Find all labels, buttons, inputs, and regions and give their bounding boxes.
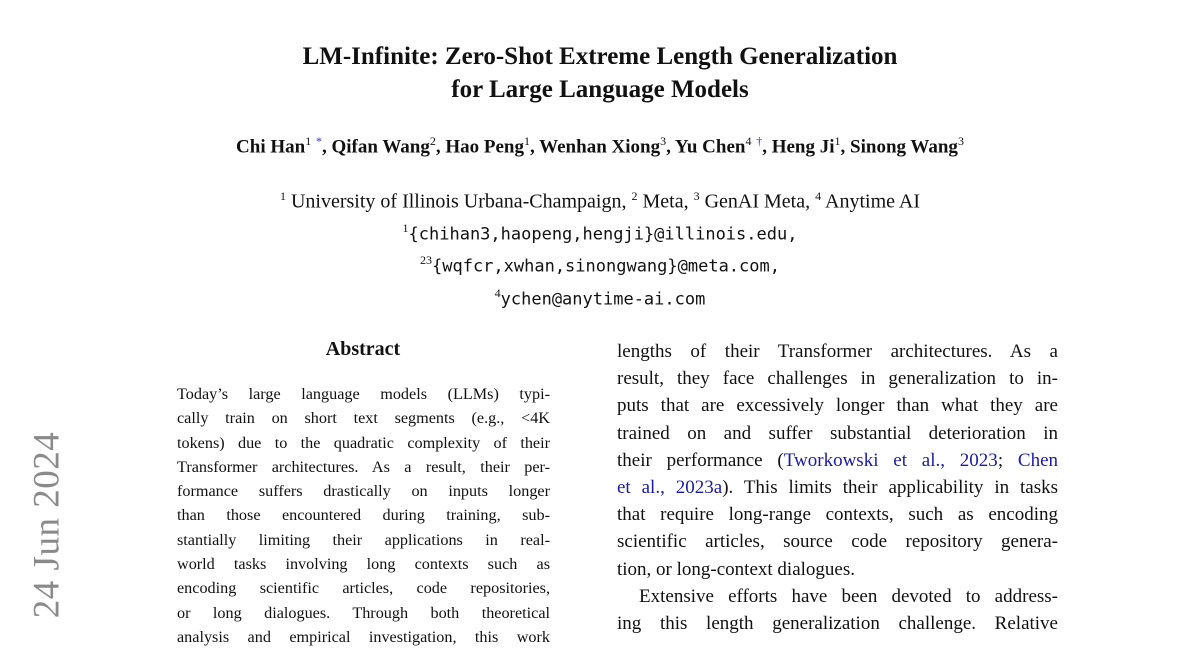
title-line-1: LM-Infinite: Zero-Shot Extreme Length Generalization <box>302 43 898 70</box>
affiliation-line: $^1$ University of Illinois Urbana-Champaign, $^2$ Meta, $^3$ GenAI Meta, $^4$ Anytime AI <box>279 189 921 213</box>
abstract-line: cally train on short text segments (e.g., <4K <box>177 409 550 428</box>
author: Heng Ji <box>771 136 835 158</box>
body-line: scientific articles, source code repository genera- <box>617 531 1058 553</box>
email-line: $^{23}${wqfcr,xwhan,sinongwang}@meta.com, <box>420 253 780 277</box>
paper-title <box>0 40 1200 106</box>
author: Yu Chen <box>674 136 746 158</box>
affiliations <box>0 183 1200 313</box>
body-line: that require long-range contexts, such as encoding <box>617 504 1058 526</box>
body-line: their performance (Tworkowski et al., 2023; Chen <box>617 449 1059 471</box>
abstract-line: tokens) due to the quadratic complexity of their <box>177 433 550 452</box>
abstract-line: or long dialogues. Through both theoretical <box>177 603 550 622</box>
abstract-line: world tasks involving long contexts such as <box>177 555 550 574</box>
abstract-line: Today’s large language models (LLMs) typi- <box>177 385 550 403</box>
body-line: et al., 2023a). This limits their applicability in tasks <box>617 477 1059 499</box>
abstract-line: Transformer architectures. As a result, their per- <box>177 457 550 476</box>
email-address: {wqfcr,xwhan,sinongwang}@meta.com, <box>432 256 780 277</box>
author-list: Chi Han$^1$ *, Qifan Wang$^2$, Hao Peng$^1$, Wenhan Xiong$^3$, Yu Chen$^4$ †, Heng Ji$^1$, Sinong Wang$^3$ <box>236 134 964 158</box>
citation-link[interactable]: Tworkowski et al., 2023 <box>783 449 998 471</box>
citation-link[interactable]: Chen <box>1017 449 1059 471</box>
email-line: $^1${chihan3,haopeng,hengji}@illinois.edu, <box>402 220 798 245</box>
body-line: Extensive efforts have been devoted to address- <box>639 585 1058 607</box>
abstract-heading: Abstract <box>325 338 401 360</box>
abstract-body <box>177 382 550 649</box>
dagger-mark: † <box>756 134 763 148</box>
body-line: lengths of their Transformer architectures. As a <box>617 341 1058 362</box>
author: Wenhan Xiong <box>539 136 661 158</box>
abstract-line: than those encountered during training, sub- <box>177 506 550 525</box>
arxiv-date-stamp: 24 Jun 2024 <box>26 431 68 619</box>
citation-link[interactable]: et al., 2023a <box>617 477 723 499</box>
author: Hao Peng <box>445 136 524 158</box>
abstract-line: formance suffers drastically on inputs longer <box>177 482 550 501</box>
email-line: $^4$ychen@anytime-ai.com <box>494 285 706 310</box>
abstract-line: analysis and empirical investigation, this work <box>177 627 550 646</box>
author: Qifan Wang <box>331 136 430 158</box>
abstract-line: encoding scientific articles, code repositories, <box>177 579 550 598</box>
body-line: result, they face challenges in generalization to in- <box>617 368 1058 390</box>
abstract-line: stantially limiting their applications in real- <box>177 530 550 549</box>
email-address: {chihan3,haopeng,hengji}@illinois.edu, <box>408 224 798 245</box>
body-line: ing this length generalization challenge. Relative <box>617 613 1058 635</box>
intro-column <box>617 338 1058 637</box>
author: Chi Han <box>236 136 306 158</box>
body-line: puts that are excessively longer than what they are <box>617 395 1058 417</box>
body-line: tion, or long-context dialogues. <box>617 558 855 580</box>
corresponding-mark: * <box>315 134 322 148</box>
author: Sinong Wang <box>850 136 958 158</box>
title-line-2: for Large Language Models <box>451 76 749 103</box>
email-address: ychen@anytime-ai.com <box>500 289 706 310</box>
body-line: trained on and suffer substantial deterioration in <box>617 422 1058 444</box>
